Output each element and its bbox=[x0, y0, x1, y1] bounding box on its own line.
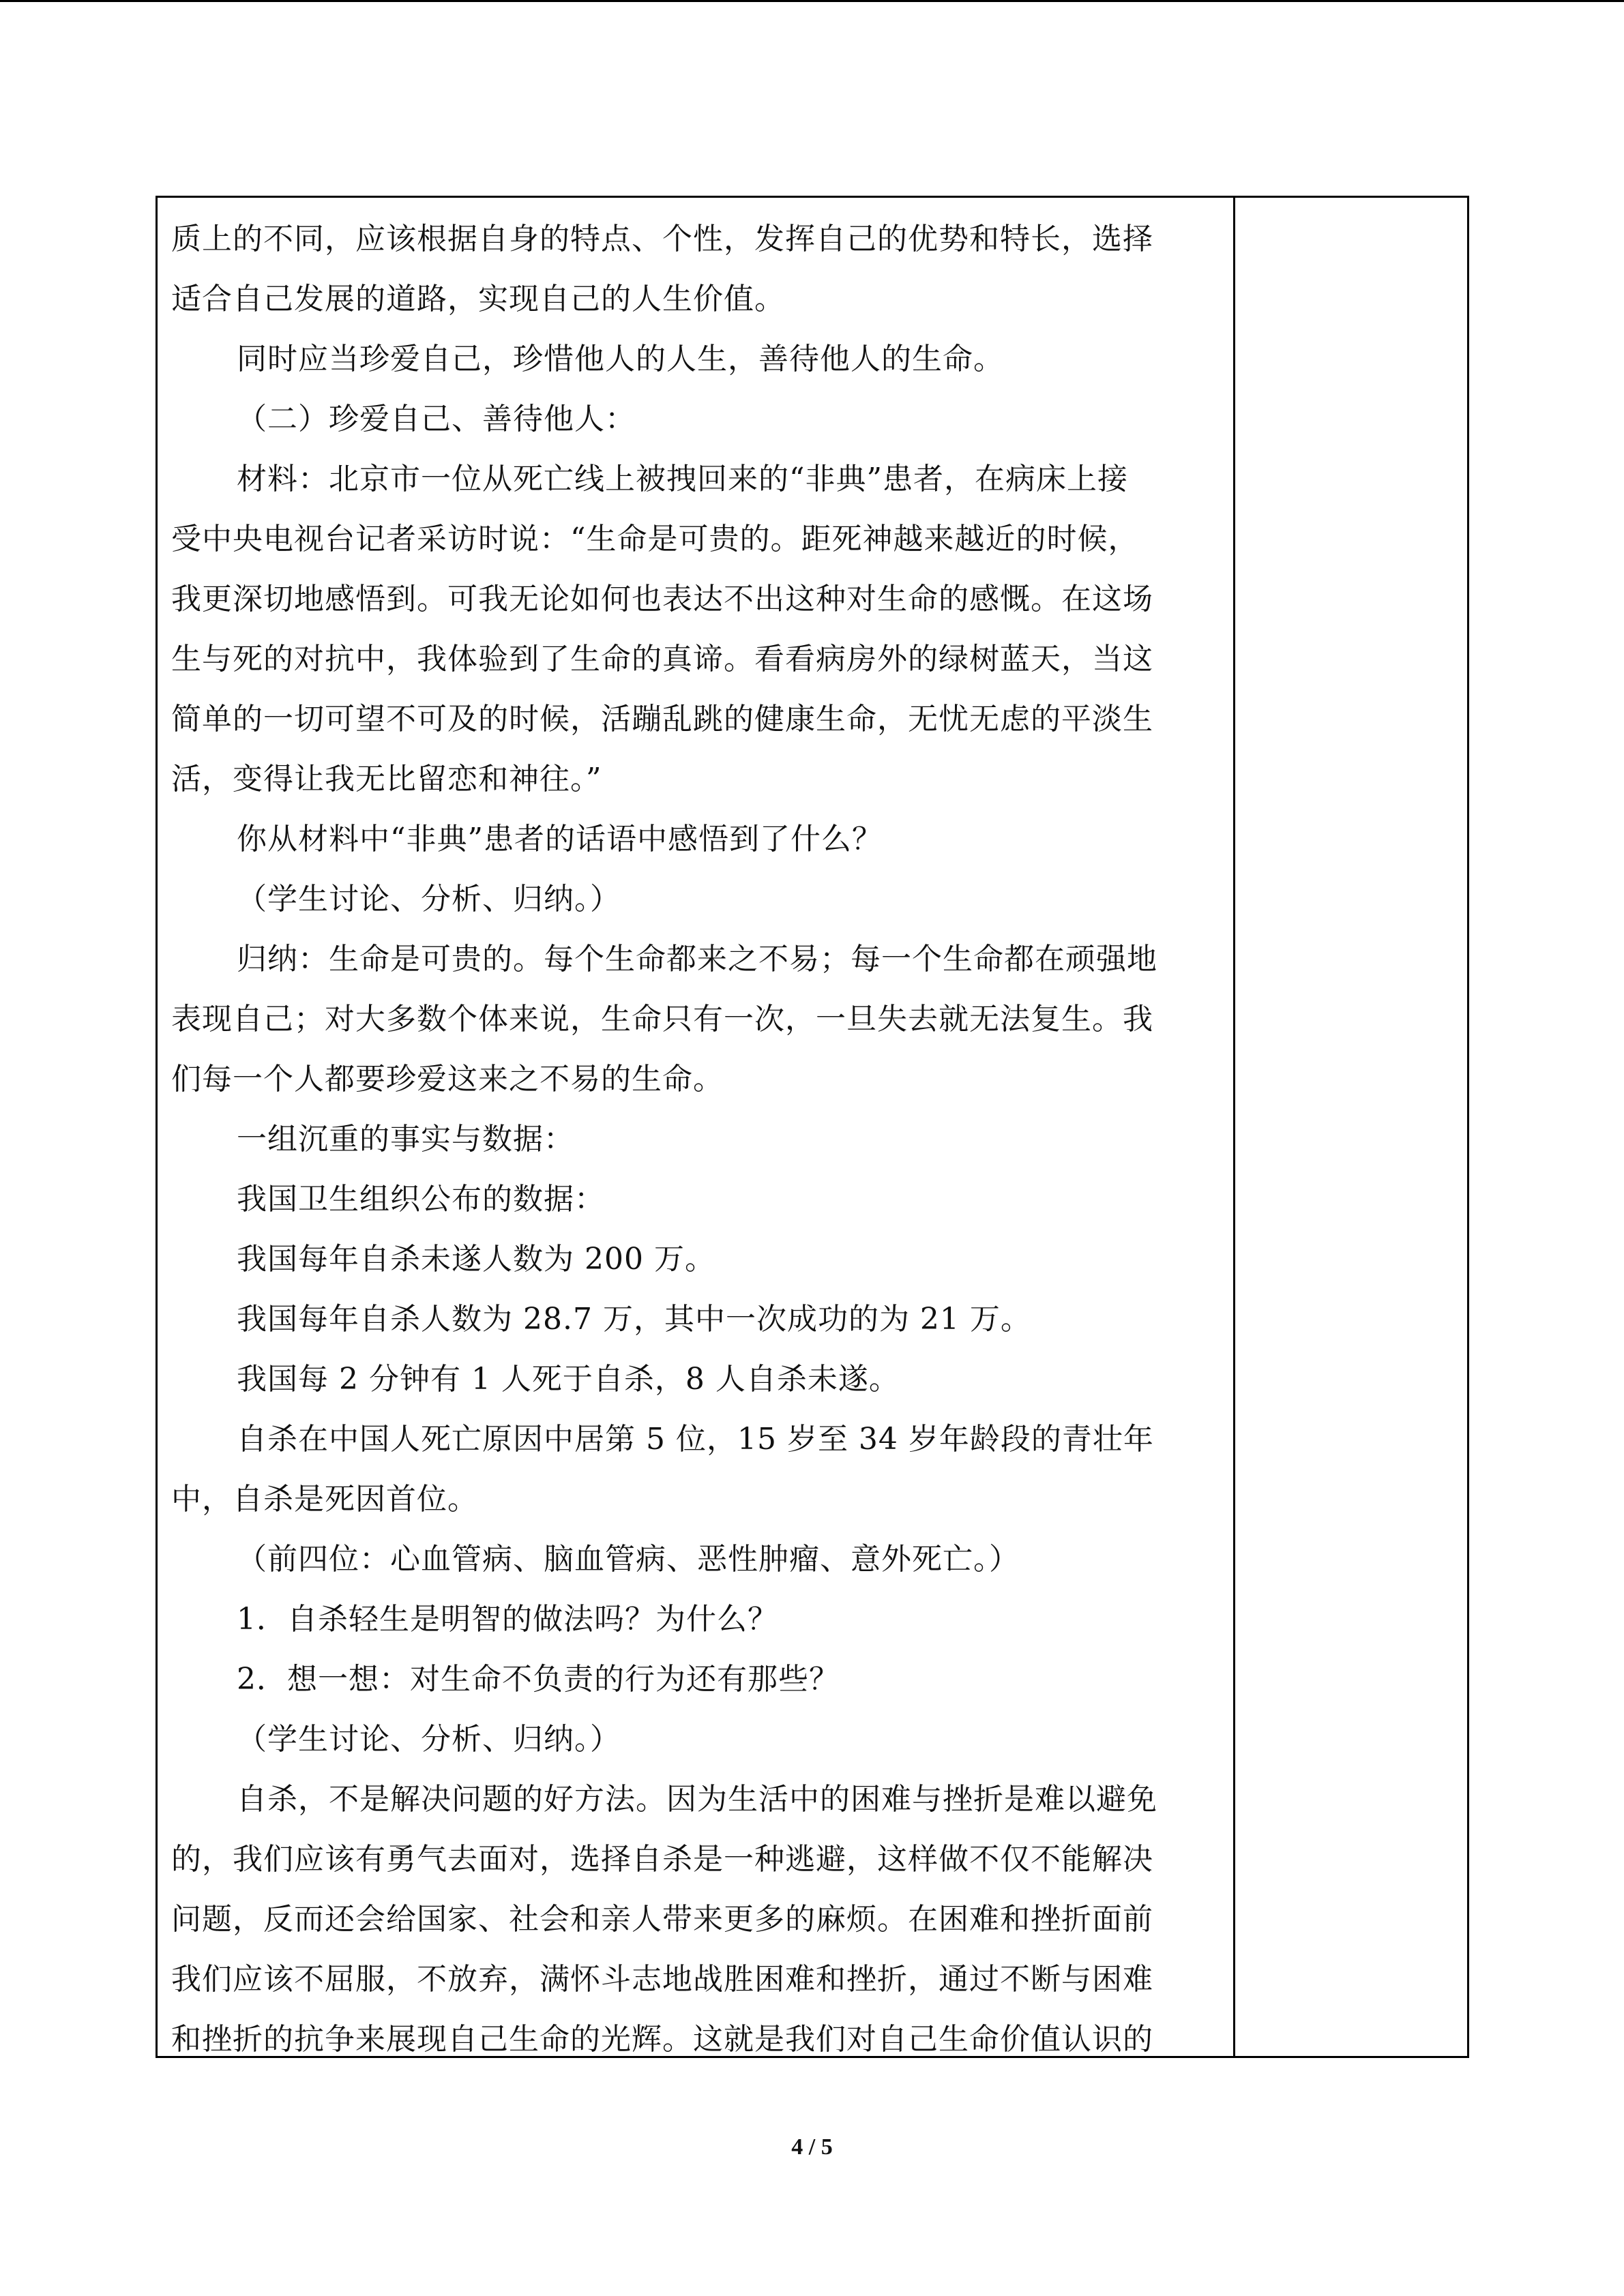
text-line: 质上的不同，应该根据自身的特点、个性，发挥自己的优势和特长，选择 bbox=[171, 222, 1153, 256]
text-line: 我国每 2 分钟有 1 人死于自杀，8 人自杀未遂。 bbox=[237, 1362, 900, 1397]
text-line: 同时应当珍爱自己，珍惜他人的人生，善待他人的生命。 bbox=[237, 342, 1004, 376]
text-line: （前四位：心血管病、脑血管病、恶性肿瘤、意外死亡。） bbox=[237, 1542, 1020, 1577]
text-line: 简单的一切可望不可及的时候，活蹦乱跳的健康生命，无忧无虑的平淡生 bbox=[171, 702, 1153, 736]
text-line: 归纳：生命是可贵的。每个生命都来之不易；每一个生命都在顽强地 bbox=[237, 942, 1157, 976]
text-line: 的，我们应该有勇气去面对，选择自杀是一种逃避，这样做不仅不能解决 bbox=[171, 1842, 1153, 1877]
text-line: 自杀在中国人死亡原因中居第 5 位，15 岁至 34 岁年龄段的青壮年 bbox=[237, 1422, 1154, 1457]
text-line: 我国卫生组织公布的数据： bbox=[237, 1182, 605, 1217]
text-line: 受中央电视台记者采访时说：“生命是可贵的。距死神越来越近的时候， bbox=[171, 522, 1139, 556]
text-line: 材料：北京市一位从死亡线上被拽回来的“非典”患者，在病床上接 bbox=[237, 462, 1128, 496]
text-line: （学生讨论、分析、归纳。） bbox=[237, 882, 621, 916]
text-line: （二）珍爱自己、善待他人： bbox=[237, 402, 636, 436]
text-line: 问题，反而还会给国家、社会和亲人带来更多的麻烦。在困难和挫折面前 bbox=[171, 1902, 1153, 1937]
text-line: 和挫折的抗争来展现自己生命的光辉。这就是我们对自己生命价值认识的 bbox=[171, 2022, 1153, 2057]
text-line: 表现自己；对大多数个体来说，生命只有一次，一旦失去就无法复生。我 bbox=[171, 1002, 1153, 1037]
text-line: 自杀，不是解决问题的好方法。因为生活中的困难与挫折是难以避免 bbox=[237, 1782, 1157, 1817]
top-border-line bbox=[0, 0, 1624, 2]
text-line: 2．想一想：对生命不负责的行为还有那些？ bbox=[237, 1662, 840, 1697]
text-line: （学生讨论、分析、归纳。） bbox=[237, 1722, 621, 1757]
text-line: 我国每年自杀未遂人数为 200 万。 bbox=[237, 1242, 715, 1277]
text-line: 1．自杀轻生是明智的做法吗？为什么？ bbox=[237, 1602, 778, 1637]
text-line: 你从材料中“非典”患者的话语中感悟到了什么？ bbox=[237, 822, 883, 856]
text-line: 中，自杀是死因首位。 bbox=[171, 1482, 478, 1517]
text-line: 一组沉重的事实与数据： bbox=[237, 1122, 574, 1157]
text-line: 我们应该不屈服，不放弃，满怀斗志地战胜困难和挫折，通过不断与困难 bbox=[171, 1962, 1153, 1997]
text-line: 我国每年自杀人数为 28.7 万，其中一次成功的为 21 万。 bbox=[237, 1302, 1031, 1337]
text-line: 生与死的对抗中，我体验到了生命的真谛。看看病房外的绿树蓝天，当这 bbox=[171, 642, 1153, 676]
notes-cell bbox=[1235, 198, 1467, 2056]
text-line: 适合自己发展的道路，实现自己的人生价值。 bbox=[171, 282, 785, 316]
text-line: 们每一个人都要珍爱这来之不易的生命。 bbox=[171, 1062, 724, 1097]
lesson-table bbox=[156, 196, 1469, 2058]
page-number: 4 / 5 bbox=[791, 2134, 833, 2160]
lesson-content-cell bbox=[171, 209, 1222, 2070]
text-line: 活，变得让我无比留恋和神往。” bbox=[171, 762, 602, 796]
text-line: 我更深切地感悟到。可我无论如何也表达不出这种对生命的感慨。在这场 bbox=[171, 582, 1153, 616]
